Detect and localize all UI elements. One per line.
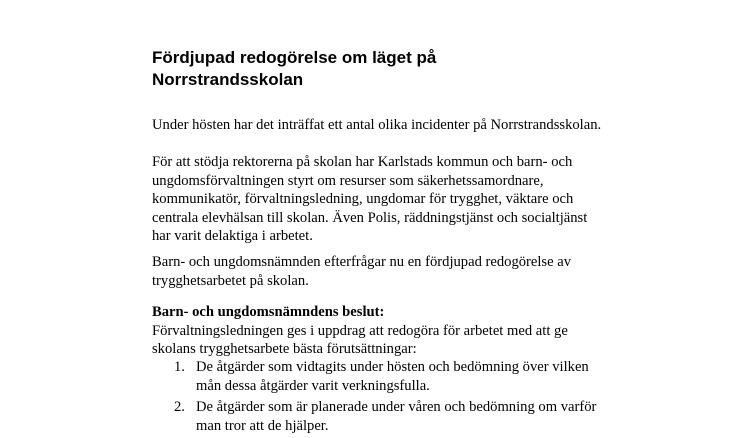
paragraph-line: Under hösten har det inträffat ett antal olika incidenter på Norrstrandsskolan. [152,117,602,133]
decision-list [152,358,596,438]
title-line: Norrstrandsskolan [152,70,304,89]
decision-intro-line: Förvaltningsledningen ges i uppdrag att redogöra för arbetet med att ge [152,322,568,339]
decision-heading: Barn- och ungdomsnämndens beslut: [152,304,385,320]
list-item-line: De åtgärder som vidtagits under hösten och bedömning över vilken [196,359,589,375]
support-paragraph [152,153,587,246]
paragraph-line: trygghetsarbetet på skolan. [152,272,309,289]
document-title [152,47,436,91]
paragraph-line: centrala elevhälsan till skolan. Även Polis, räddningstjänst och socialtjänst [152,209,588,226]
list-number: 1. [174,359,185,375]
decision-section [152,303,568,359]
list-item [152,358,596,395]
list-item [152,398,596,435]
list-number: 2. [174,399,185,416]
list-item-line: De åtgärder som är planerade under våren och bedömning om varför [196,399,597,416]
list-item-line: mån dessa åtgärder varit verkningsfulla. [196,377,430,394]
paragraph-line: ungdomsförvaltningen styrt om resurser som säkerhetssamordnare, [152,172,544,189]
title-line: Fördjupad redogörelse om läget på [152,48,437,67]
decision-intro-line: skolans trygghetsarbete bästa förutsättningar: [152,341,417,358]
request-paragraph [152,253,571,290]
paragraph-line: För att stödja rektorerna på skolan har Karlstads kommun och barn- och [152,154,573,170]
list-item-line: man tror att de hjälper. [196,417,329,434]
paragraph-line: kommunikatör, förvaltningsledning, ungdomar för trygghet, väktare och [152,191,574,208]
paragraph-line: har varit delaktiga i arbetet. [152,228,313,245]
intro-paragraph [152,116,601,135]
paragraph-line: Barn- och ungdomsnämnden efterfrågar nu en fördjupad redogörelse av [152,254,572,270]
